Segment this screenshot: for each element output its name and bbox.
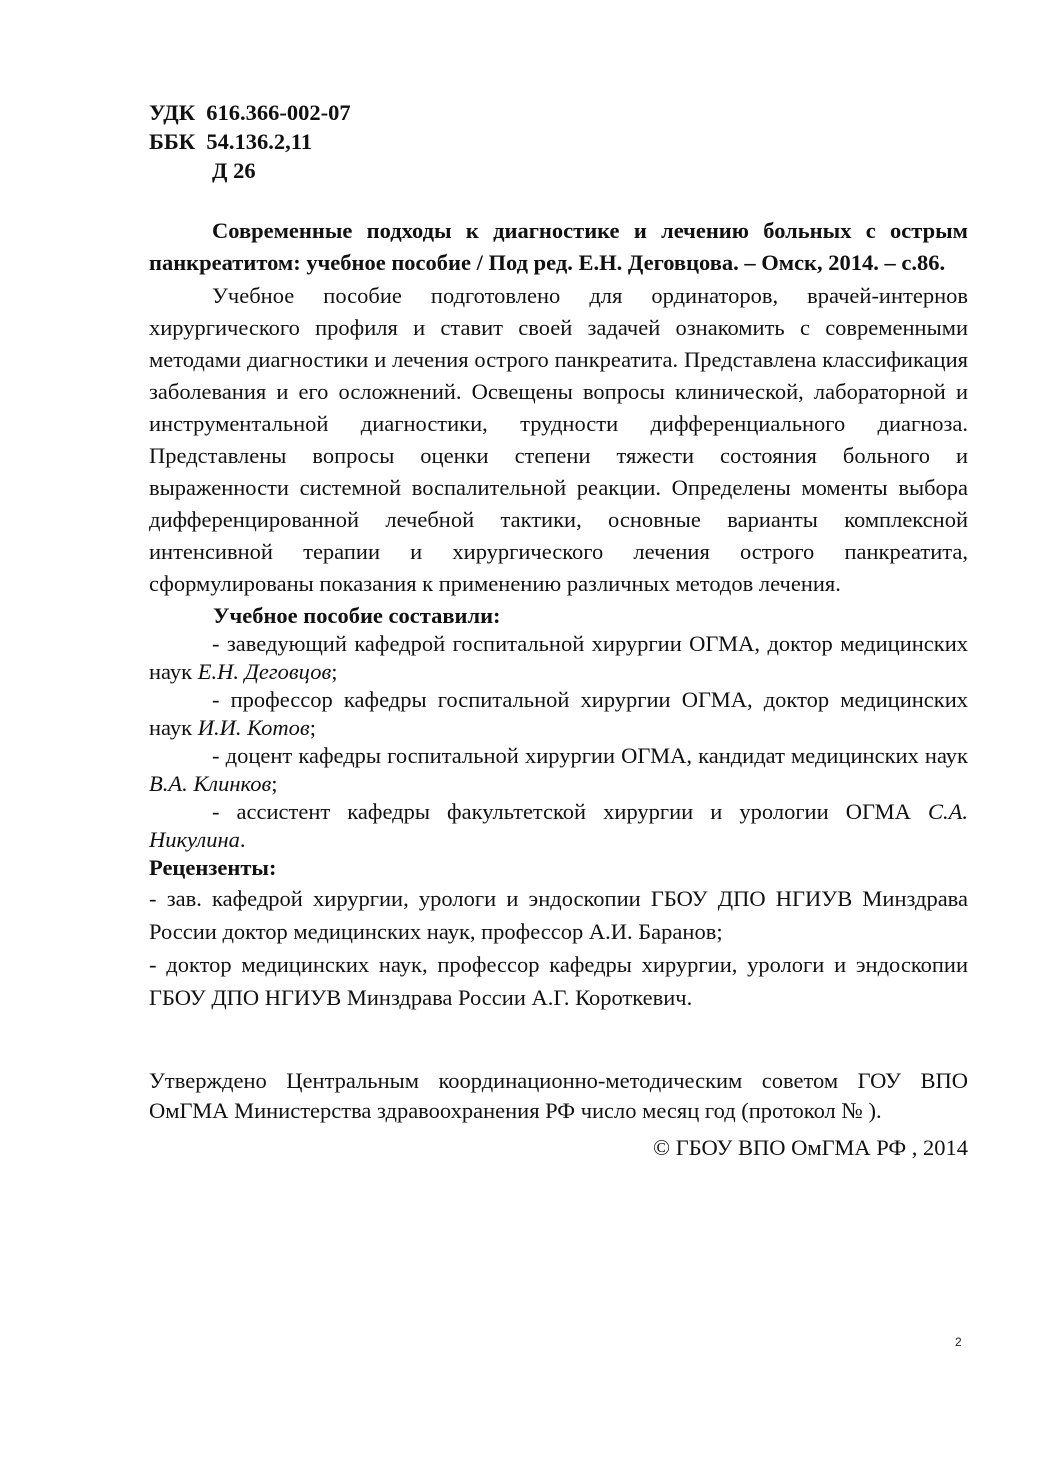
author-name: В.А. Клинков bbox=[149, 771, 272, 796]
approval-note: Утверждено Центральным координационно-методическим советом ГОУ ВПО ОмГМА Министерства здравоохранения РФ число месяц год (протокол № ). bbox=[149, 1068, 968, 1123]
reviewer-item: - доктор медицинских наук, профессор кафедры хирургии, урологи и эндоскопии ГБОУ ДПО НГИУВ Минздрава России А.Г. Короткевич. bbox=[149, 952, 968, 1010]
author-item: - ассистент кафедры факультетской хирургии и урологии ОГМА С.А. Никулина. bbox=[149, 799, 968, 852]
author-name: Е.Н. Деговцов bbox=[197, 659, 332, 684]
bbk-code: ББК 54.136.2,11 bbox=[149, 129, 312, 154]
author-role: - заведующий кафедрой госпитальной хирургии ОГМА, доктор медицинских наук bbox=[149, 631, 968, 684]
author-role: - профессор кафедры госпитальной хирургии ОГМА, доктор медицинских наук bbox=[149, 687, 968, 740]
author-item: - доцент кафедры госпитальной хирургии ОГМА, кандидат медицинских наук В.А. Клинков; bbox=[149, 743, 968, 796]
page-number: 2 bbox=[955, 1335, 962, 1349]
authors-heading: Учебное пособие составили: bbox=[213, 603, 501, 628]
bibliographic-title: Современные подходы к диагностике и лечению больных с острым панкреатитом: учебное пособие / Под ред. Е.Н. Деговцова. – Омск, 2014. – с.86. bbox=[149, 218, 968, 275]
author-item: - заведующий кафедрой госпитальной хирургии ОГМА, доктор медицинских наук Е.Н. Деговцов; bbox=[149, 631, 968, 684]
author-role: - доцент кафедры госпитальной хирургии ОГМА, кандидат медицинских наук bbox=[212, 743, 968, 768]
copyright-line: © ГБОУ ВПО ОмГМА РФ , 2014 bbox=[652, 1135, 968, 1160]
udk-code: УДК 616.366-002-07 bbox=[149, 100, 351, 125]
author-name: И.И. Котов bbox=[197, 715, 310, 740]
reviewers-heading: Рецензенты: bbox=[149, 855, 277, 880]
author-mark: Д 26 bbox=[212, 158, 256, 183]
author-name: С.А. Никулина bbox=[149, 799, 968, 852]
classification-codes bbox=[149, 98, 968, 185]
document-page bbox=[149, 98, 968, 1164]
annotation: Учебное пособие подготовлено для ординаторов, врачей-интернов хирургического профиля и ставит своей задачей ознакомить с современными методами диагностики и лечения острого панкреатита. Представлена классификация заболевания и его осложнений. Освещены вопросы клинической, лабораторной и инструментальной диагностики, трудности дифференциального диагноза. Представлены вопросы оценки степени тяжести состояния больного и выраженности системной воспалительной реакции. Определены моменты выбора дифференцированной лечебной тактики, основные варианты комплексной интенсивной терапии и хирургического лечения острого панкреатита, сформулированы показания к применению различных методов лечения. bbox=[149, 283, 968, 596]
author-role: - ассистент кафедры факультетской хирургии и урологии ОГМА bbox=[212, 799, 928, 824]
author-item: - профессор кафедры госпитальной хирургии ОГМА, доктор медицинских наук И.И. Котов; bbox=[149, 687, 968, 740]
reviewer-item: - зав. кафедрой хирургии, урологи и эндоскопии ГБОУ ДПО НГИУВ Минздрава России доктор медицинских наук, профессор А.И. Баранов; bbox=[149, 886, 968, 944]
